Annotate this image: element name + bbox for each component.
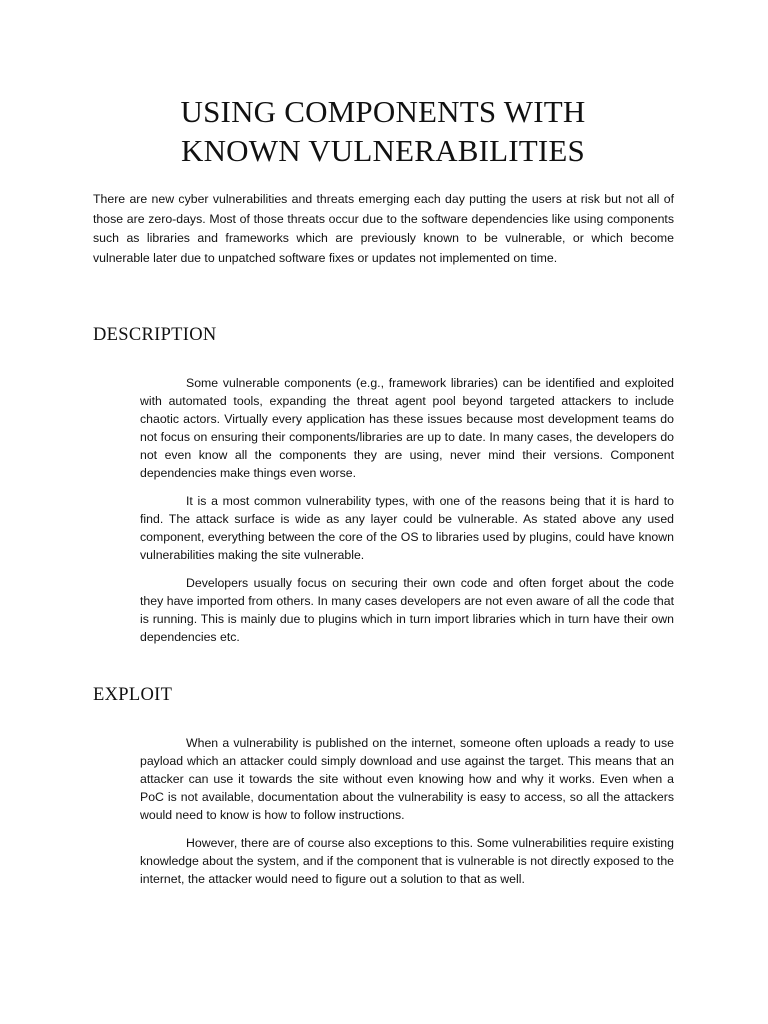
page-title-line-2: KNOWN VULNERABILITIES (181, 133, 585, 168)
exploit-paragraph-1: When a vulnerability is published on the internet, someone often uploads a ready to use payload which an attacker could simply download and use against the target. This means that an attacker can use it towards the site without even knowing how and why it works. Even when a PoC is not available, documentation about the vulnerability is easy to access, so all the attackers would need to know is how to follow instructions. (140, 736, 674, 822)
section-body-description (140, 374, 674, 656)
intro-paragraph: There are new cyber vulnerabilities and threats emerging each day putting the users at risk but not all of those are zero-days. Most of those threats occur due to the software dependencies like using components such as libraries and frameworks which are previously known to be vulnerable, or which become vulnerable later due to unpatched software fixes or updates not implemented on time. (93, 192, 674, 265)
page-title (92, 92, 674, 170)
description-paragraph-2: It is a most common vulnerability types, with one of the reasons being that it is hard to find. The attack surface is wide as any layer could be vulnerable. As stated above any used component, everything between the core of the OS to libraries used by plugins, could have known vulnerabilities making the site vulnerable. (140, 494, 674, 562)
page-title-line-1: USING COMPONENTS WITH (180, 94, 586, 129)
exploit-paragraph-2: However, there are of course also exceptions to this. Some vulnerabilities require existing knowledge about the system, and if the component that is vulnerable is not directly exposed to the internet, the attacker would need to figure out a solution to that as well. (140, 836, 674, 886)
description-paragraph-3: Developers usually focus on securing their own code and often forget about the code they have imported from others. In many cases developers are not even aware of all the code that is running. This is mainly due to plugins which in turn import libraries which in turn have their own dependencies etc. (140, 576, 674, 644)
section-heading-exploit: EXPLOIT (93, 685, 173, 705)
section-body-exploit (140, 734, 674, 898)
description-paragraph-1: Some vulnerable components (e.g., framework libraries) can be identified and exploited with automated tools, expanding the threat agent pool beyond targeted attackers to include chaotic actors. Virtually every application has these issues because most development teams do not focus on ensuring their components/libraries are up to date. In many cases, the developers do not even know all the components they are using, never mind their versions. Component dependencies make things even worse. (140, 376, 674, 480)
section-heading-description: DESCRIPTION (93, 325, 217, 345)
